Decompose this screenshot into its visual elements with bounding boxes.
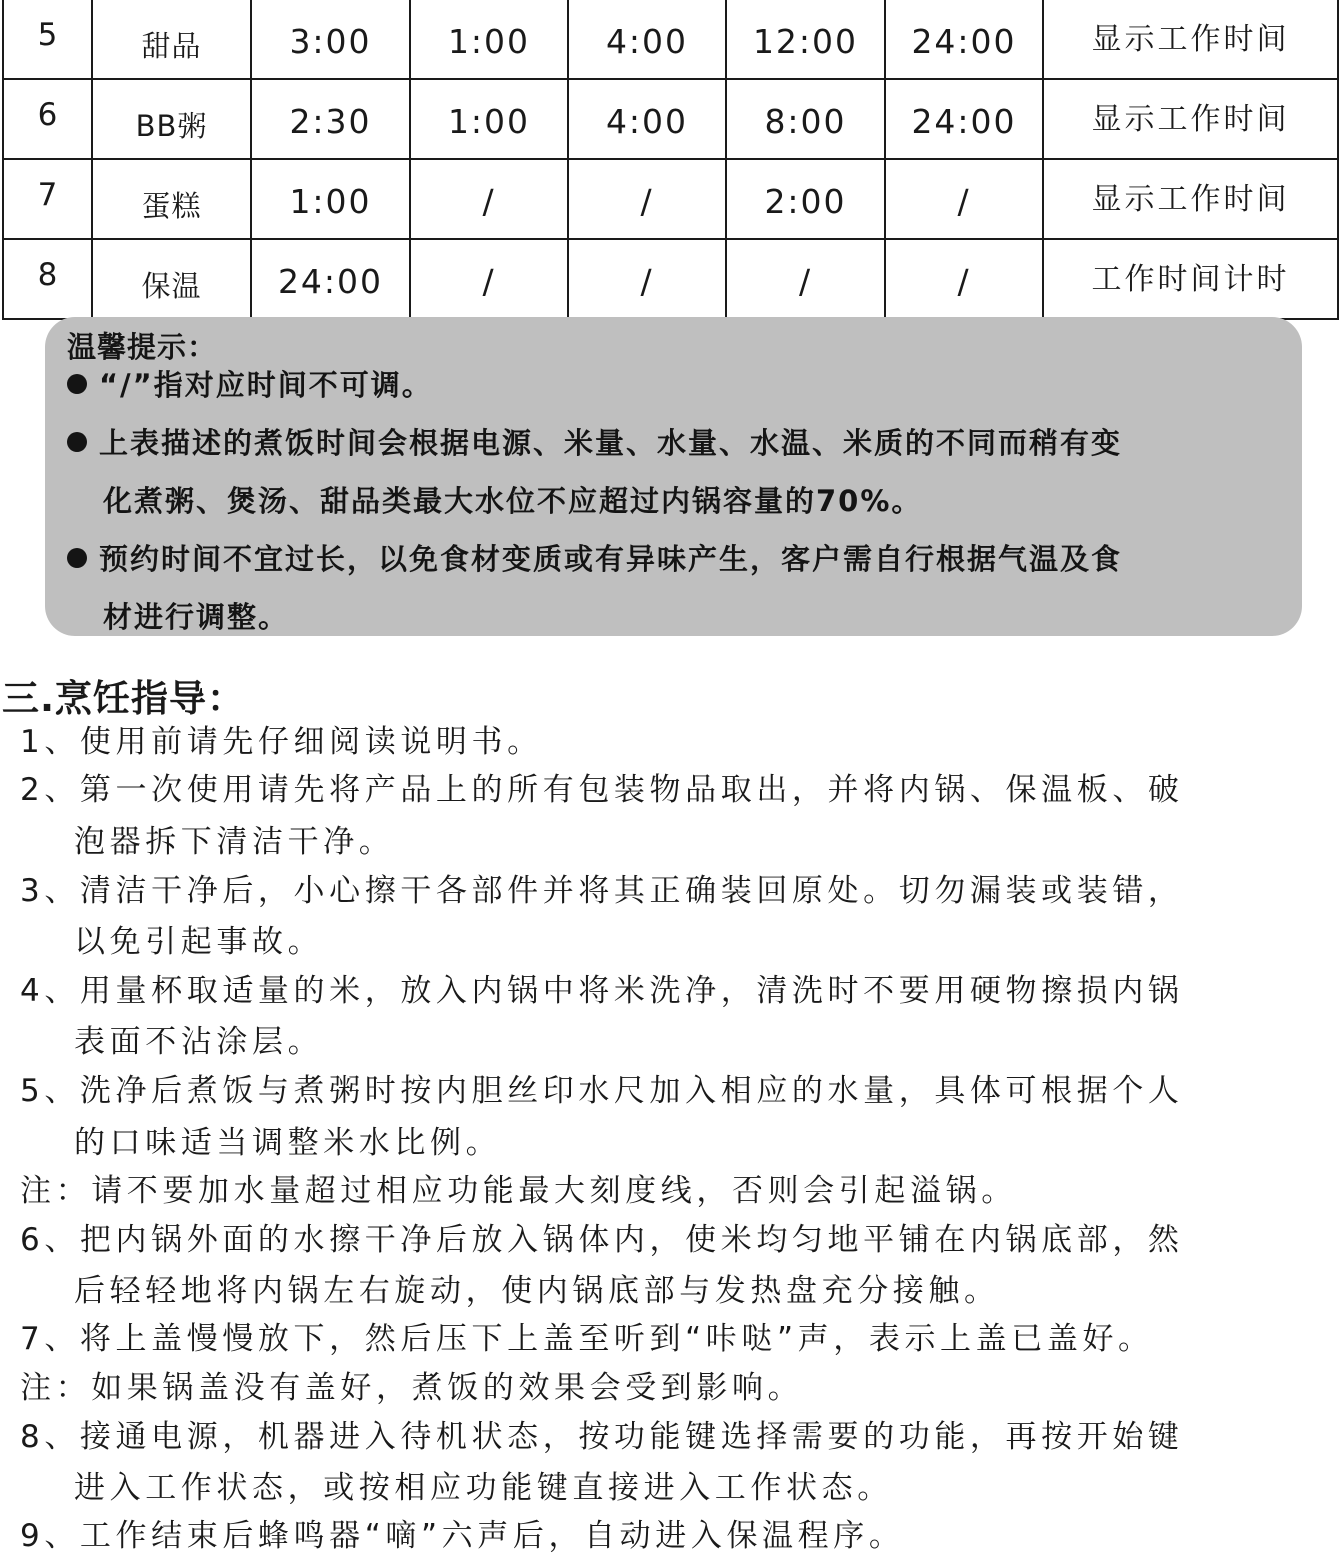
- guide-note: 注：请不要加水量超过相应功能最大刻度线，否则会引起溢锅。: [20, 1173, 1017, 1209]
- function-name: 蛋糕: [92, 159, 251, 239]
- table-row: [3, 239, 1338, 319]
- guide-note: 注：如果锅盖没有盖好，煮饭的效果会受到影响。: [20, 1370, 804, 1406]
- guide-line: 5、洗净后煮饭与煮粥时按内胆丝印水尺加入相应的水量，具体可根据个人: [20, 1073, 1184, 1109]
- tips-box: [45, 317, 1302, 636]
- table-row: [3, 0, 1338, 79]
- time-cell: 2:00: [726, 159, 885, 239]
- guide-line: 进入工作状态，或按相应功能键直接进入工作状态。: [74, 1470, 893, 1506]
- time-cell: 4:00: [568, 79, 726, 159]
- time-cell: 3:00: [251, 0, 410, 79]
- guide-line: 9、工作结束后蜂鸣器“嘀”六声后，自动进入保温程序。: [20, 1518, 905, 1554]
- guide-line: 8、接通电源，机器进入待机状态，按功能键选择需要的功能，再按开始键: [20, 1419, 1184, 1455]
- bullet-icon: [67, 432, 87, 452]
- tip-text: 上表描述的煮饭时间会根据电源、米量、水量、水温、米质的不同而稍有变: [99, 426, 1123, 460]
- time-cell: /: [410, 159, 568, 239]
- tip-text: “/”指对应时间不可调。: [99, 368, 433, 402]
- section-title: 三.烹饪指导：: [2, 677, 246, 720]
- time-cell: /: [726, 239, 885, 319]
- guide-line: 2、第一次使用请先将产品上的所有包装物品取出，并将内锅、保温板、破: [20, 772, 1184, 808]
- cooking-time-table: [2, 0, 1339, 320]
- time-cell: 24:00: [251, 239, 410, 319]
- guide-line: 表面不沾涂层。: [74, 1024, 324, 1060]
- guide-line: 泡器拆下清洁干净。: [74, 824, 395, 860]
- bullet-icon: [67, 548, 87, 568]
- time-cell: /: [885, 159, 1043, 239]
- guide-line: 以免引起事故。: [74, 924, 324, 960]
- row-number: 5: [3, 0, 92, 79]
- time-cell: 24:00: [885, 79, 1043, 159]
- time-cell: 1:00: [410, 79, 568, 159]
- guide-line: 后轻轻地将内锅左右旋动，使内锅底部与发热盘充分接触。: [74, 1273, 1000, 1309]
- time-cell: /: [568, 159, 726, 239]
- tip-item: [67, 363, 433, 404]
- bullet-icon: [67, 374, 87, 394]
- guide-line: 3、清洁干净后，小心擦干各部件并将其正确装回原处。切勿漏装或装错，: [20, 873, 1184, 909]
- time-cell: /: [568, 239, 726, 319]
- tip-text-continued: 材进行调整。: [103, 600, 290, 634]
- table-row: [3, 159, 1338, 239]
- display-note: 显示工作时间: [1043, 159, 1338, 239]
- display-note: 工作时间计时: [1043, 239, 1338, 319]
- time-cell: 1:00: [410, 0, 568, 79]
- time-cell: 24:00: [885, 0, 1043, 79]
- display-note: 显示工作时间: [1043, 0, 1338, 79]
- guide-line: 7、将上盖慢慢放下，然后压下上盖至听到“咔哒”声，表示上盖已盖好。: [20, 1321, 1154, 1357]
- table-row: [3, 79, 1338, 159]
- row-number: 8: [3, 239, 92, 319]
- function-name: BB粥: [92, 79, 251, 159]
- display-note: 显示工作时间: [1043, 79, 1338, 159]
- guide-line: 的口味适当调整米水比例。: [74, 1125, 502, 1161]
- tips-title: 温馨提示：: [67, 330, 218, 364]
- guide-line: 6、把内锅外面的水擦干净后放入锅体内，使米均匀地平铺在内锅底部，然: [20, 1222, 1184, 1258]
- time-cell: 4:00: [568, 0, 726, 79]
- row-number: 6: [3, 79, 92, 159]
- guide-line: 1、使用前请先仔细阅读说明书。: [20, 724, 543, 760]
- tip-item: [67, 537, 1122, 578]
- time-cell: 12:00: [726, 0, 885, 79]
- function-name: 保温: [92, 239, 251, 319]
- tip-text: 预约时间不宜过长，以免食材变质或有异味产生，客户需自行根据气温及食: [99, 542, 1123, 576]
- guide-line: 4、用量杯取适量的米，放入内锅中将米洗净，清洗时不要用硬物擦损内锅: [20, 973, 1184, 1009]
- time-cell: 8:00: [726, 79, 885, 159]
- row-number: 7: [3, 159, 92, 239]
- time-cell: 2:30: [251, 79, 410, 159]
- tip-text-continued: 化煮粥、煲汤、甜品类最大水位不应超过内锅容量的70%。: [103, 484, 923, 518]
- time-cell: 1:00: [251, 159, 410, 239]
- time-cell: /: [885, 239, 1043, 319]
- function-name: 甜品: [92, 0, 251, 79]
- tip-item: [67, 421, 1122, 462]
- time-cell: /: [410, 239, 568, 319]
